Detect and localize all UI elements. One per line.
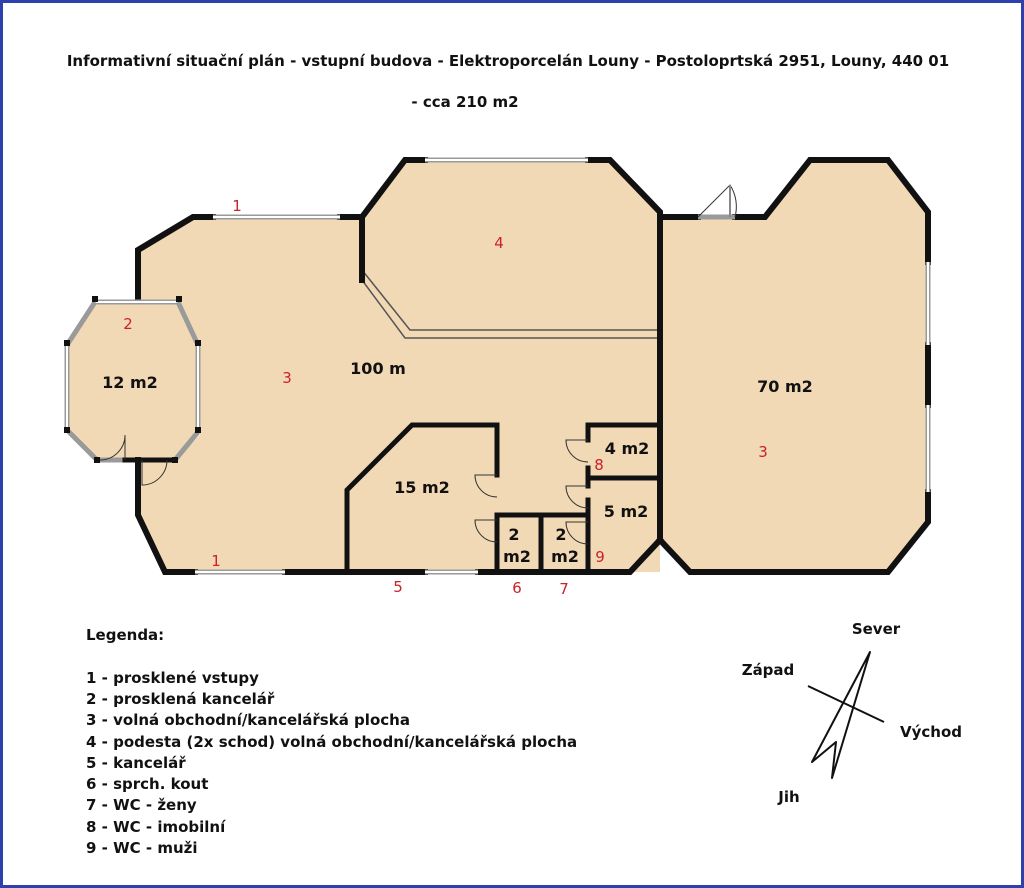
area-wc-women-line1: 2	[555, 525, 567, 544]
area-shower-line2: m2	[503, 547, 531, 566]
legend-heading: Legenda:	[86, 626, 165, 644]
area-main: 100 m	[350, 359, 406, 378]
compass	[742, 620, 962, 806]
area-wc-men: 5 m2	[603, 502, 649, 521]
plan-title: Informativní situační plán - vstupní budova - Elektroporcelán Louny - Postoloprtská 2951, Louny, 440 01	[66, 52, 950, 70]
num-wc-women: 7	[559, 580, 569, 598]
compass-south: Jih	[778, 788, 800, 806]
area-office: 15 m2	[394, 478, 450, 497]
legend-item: 1 - prosklené vstupy	[86, 669, 259, 687]
legend-item: 2 - prosklená kancelář	[86, 690, 275, 708]
legend-item: 5 - kancelář	[86, 754, 186, 772]
num-entry-bottom: 1	[211, 552, 221, 570]
compass-north: Sever	[851, 620, 901, 638]
num-east-area: 3	[758, 443, 768, 461]
num-glass-office: 2	[123, 315, 133, 333]
num-podest: 4	[494, 234, 504, 252]
area-wc-imobil: 4 m2	[604, 439, 650, 458]
area-shower-line1: 2	[508, 525, 520, 544]
legend-item: 3 - volná obchodní/kancelářská plocha	[86, 711, 410, 729]
area-wc-women-line2: m2	[551, 547, 579, 566]
num-shower: 6	[512, 579, 522, 597]
compass-east: Východ	[900, 723, 962, 741]
area-glass-office: 12 m2	[102, 373, 158, 392]
num-wc-men: 9	[595, 548, 605, 566]
compass-west: Západ	[741, 661, 795, 679]
num-office: 5	[393, 578, 403, 596]
legend-item: 6 - sprch. kout	[86, 775, 209, 793]
legend-item: 7 - WC - ženy	[86, 796, 197, 814]
compass-arrow-icon	[812, 652, 870, 778]
floor-east	[660, 160, 928, 572]
plan-subtitle: - cca 210 m2	[411, 93, 519, 111]
num-entry-top: 1	[232, 197, 242, 215]
legend-item: 9 - WC - muži	[86, 839, 198, 857]
num-main-area: 3	[282, 369, 292, 387]
num-wc-imobil: 8	[594, 456, 604, 474]
area-east: 70 m2	[757, 377, 813, 396]
legend-item: 8 - WC - imobilní	[86, 818, 226, 836]
compass-east-west-line	[808, 686, 884, 722]
legend	[86, 626, 577, 857]
legend-item: 4 - podesta (2x schod) volná obchodní/kancelářská plocha	[86, 733, 578, 751]
